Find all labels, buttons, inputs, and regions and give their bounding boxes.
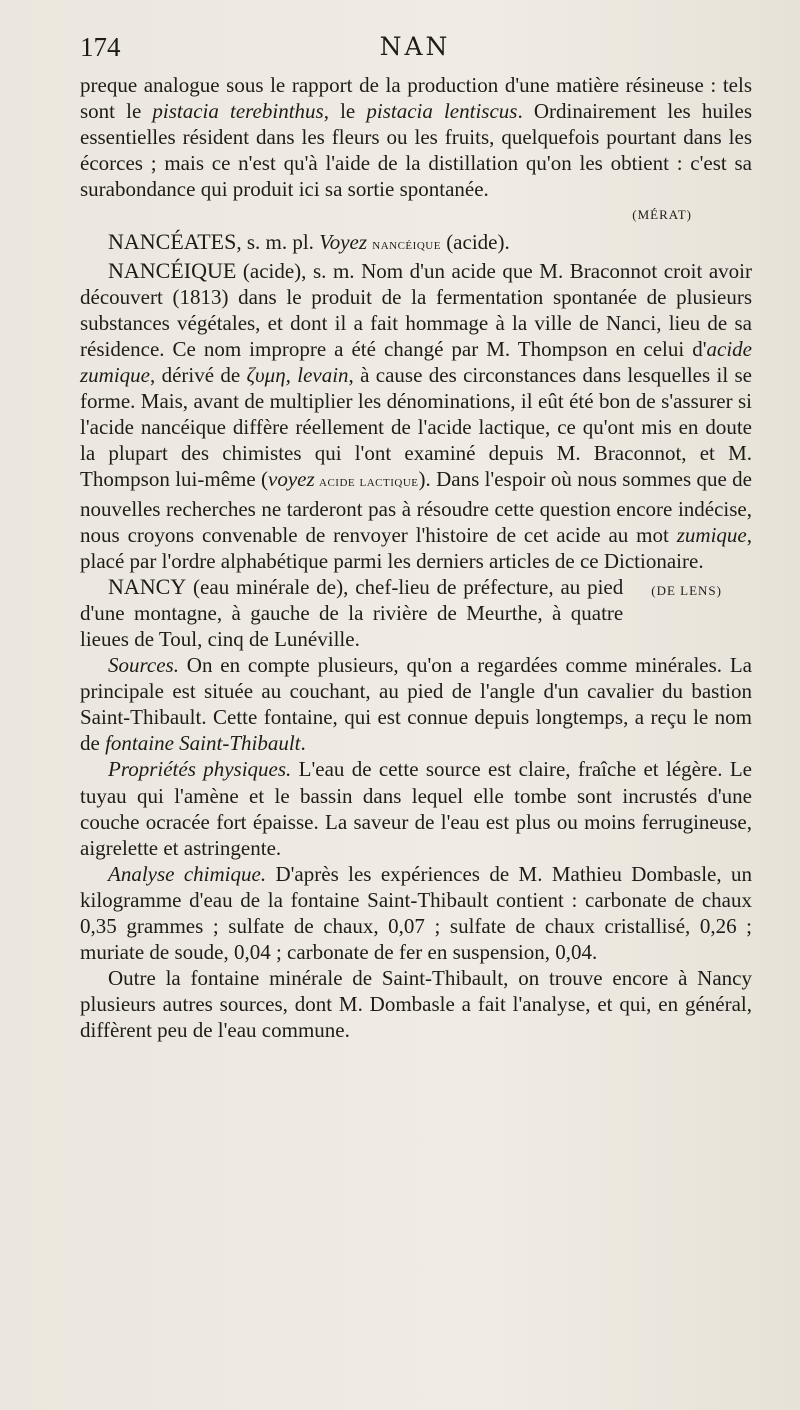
- section-label: Propriétés physiques.: [108, 757, 292, 782]
- italic-term: Voyez: [319, 229, 368, 254]
- section-label: Sources.: [108, 653, 179, 678]
- italic-term: voyez: [268, 467, 315, 492]
- author-signature: (DE LENS): [651, 582, 722, 598]
- text-run: (acide), s. m. Nom d'un acide que M. Braconnot croit avoir découvert (1813) dans le produit de la fermentation spontanée de plusieurs substances végétales, et dont il a fait hommage à la ville de Nanci, lieu de sa résidence. Ce nom impropre a été changé par M. Thompson en celui d': [80, 258, 752, 361]
- text-run: , s. m. pl.: [236, 229, 320, 254]
- text-run: , dérivé de: [150, 363, 247, 388]
- cross-reference: nancéique: [372, 236, 441, 253]
- text-run: . Ordinairement les huiles essentielles résident dans les fleurs ou les fruits, quelquefois pourtant dans les écorces ; mais ce n'est qu'à l'aide de la distillation qu'on les obtient : c'est sa surabondance qui produit ici sa sortie spontanée.: [80, 99, 752, 202]
- page-body: [80, 72, 752, 1043]
- italic-term: acide zumique: [80, 336, 752, 388]
- page-header: [80, 32, 750, 72]
- text-run: Outre la fontaine minérale de Saint-Thibault, on trouve encore à Nancy plusieurs autres sources, dont M. Dombasle a fait l'analyse, et qui, en général, diffèrent peu de l'eau commune.: [80, 966, 752, 1043]
- text-run: L'eau de cette source est claire, fraîche et légère. Le tuyau qui l'amène et le bassin dans lequel elle tombe sont incrustés d'une couche ocracée fort épaisse. La saveur de l'eau est plus ou moins ferrugineuse, aigrelette et astringente.: [80, 757, 753, 860]
- section-sources: [80, 652, 752, 756]
- italic-term: fontaine Saint-Thibault: [105, 731, 301, 756]
- section-analyse: [80, 861, 752, 965]
- text-run: preque analogue sous le rapport de la production d'une matière résineuse : tels sont le: [80, 73, 752, 124]
- page-number: 174: [80, 32, 121, 62]
- text-run: , le: [323, 99, 367, 124]
- entry-headword: NANCY: [108, 573, 187, 599]
- text-run: , à cause des circonstances dans lesquelles il se forme. Mais, avant de multiplier les dénominations, il eût été bon de s'assurer si l'acide nancéique diffère réellement de l'acide lactique, ce qu'ont mis en doute la plupart des chimistes qui l'ont examiné depuis M. Braconnot, et M. Thompson lui-même (: [80, 363, 752, 492]
- running-head: NAN: [379, 32, 451, 61]
- italic-term: ζυμη, levain: [246, 363, 349, 388]
- text-run: D'après les expériences de M. Mathieu Dombasle, un kilogramme d'eau de la fontaine Saint-Thibault contient : carbonate de chaux 0,35 grammes ; sulfate de chaux, 0,07 ; sulfate de chaux cristallisé, 0,26 ; muriate de soude, 0,04 ; carbonate de fer en suspension, 0,04.: [80, 861, 753, 965]
- text-run: (eau minérale de), chef-lieu de préfecture, au pied d'une montagne, à gauche de la rivière de Meurthe, à quatre lieues de Toul, cinq de Lunéville.: [80, 574, 624, 651]
- author-signature: (MÉRAT): [632, 207, 692, 223]
- entry-headword: NANCÉATES: [108, 228, 237, 254]
- italic-term: zumique: [676, 522, 747, 547]
- text-run: On en compte plusieurs, qu'on a regardées comme minérales. La principale est située au couchant, au pied de l'angle d'un cavalier du bastion Saint-Thibault. Cette fontaine, qui est connue depuis longtemps, a reçu le nom de: [80, 653, 752, 756]
- text-run: ). Dans l'espoir où nous sommes que de nouvelles recherches ne tarderont pas à résoudre cette question encore indécise, nous croyons convenable de renvoyer l'histoire de cet acide au mot: [80, 467, 752, 547]
- cross-reference: acide lactique: [314, 474, 419, 491]
- section-proprietes: [80, 756, 752, 860]
- section-label: Analyse chimique.: [108, 861, 267, 886]
- continuation-paragraph: [80, 72, 752, 202]
- entry-headword: NANCÉIQUE: [108, 257, 237, 283]
- section-outre: [80, 965, 752, 1043]
- text-run: .: [300, 731, 306, 756]
- text-run: (acide).: [440, 229, 510, 254]
- italic-term: pistacia lentiscus: [366, 99, 518, 124]
- text-run: , placé par l'ordre alphabétique parmi les derniers articles de ce Dictionaire.: [80, 522, 752, 573]
- italic-term: pistacia terebinthus: [152, 99, 324, 124]
- entry-nanceates: [80, 229, 752, 258]
